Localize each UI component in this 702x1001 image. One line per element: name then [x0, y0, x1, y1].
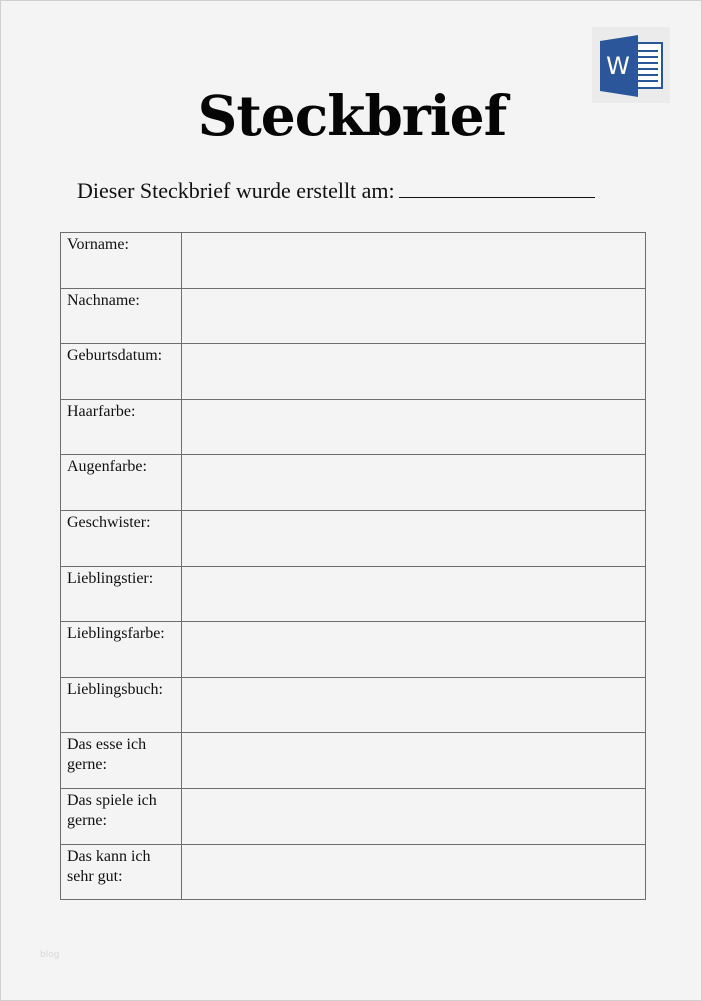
field-value-augenfarbe[interactable]: [182, 455, 646, 511]
table-row: [61, 677, 646, 733]
table-row: [61, 288, 646, 344]
table-row: [61, 510, 646, 566]
table-row: [61, 233, 646, 289]
creation-date-line: [77, 177, 595, 205]
field-value-lieblingsbuch[interactable]: [182, 677, 646, 733]
field-value-lieblingstier[interactable]: [182, 566, 646, 622]
field-label-das-esse-ich-gerne: Das esse ich gerne:: [61, 733, 182, 789]
field-label-geburtsdatum: Geburtsdatum:: [61, 344, 182, 400]
table-row: [61, 344, 646, 400]
field-value-das-kann-ich-sehr-gut[interactable]: [182, 844, 646, 900]
field-label-vorname: Vorname:: [61, 233, 182, 289]
table-row: [61, 455, 646, 511]
field-label-augenfarbe: Augenfarbe:: [61, 455, 182, 511]
watermark-text: blog: [40, 950, 60, 960]
field-label-das-kann-ich-sehr-gut: Das kann ich sehr gut:: [61, 844, 182, 900]
svg-text:W: W: [606, 52, 630, 80]
field-label-haarfarbe: Haarfarbe:: [61, 399, 182, 455]
field-label-lieblingsbuch: Lieblingsbuch:: [61, 677, 182, 733]
field-value-das-spiele-ich-gerne[interactable]: [182, 788, 646, 844]
page-title: Steckbrief: [197, 83, 507, 148]
field-label-nachname: Nachname:: [61, 288, 182, 344]
field-label-geschwister: Geschwister:: [61, 510, 182, 566]
table-row: [61, 399, 646, 455]
table-row: [61, 788, 646, 844]
field-value-das-esse-ich-gerne[interactable]: [182, 733, 646, 789]
field-label-lieblingstier: Lieblingstier:: [61, 566, 182, 622]
table-row: [61, 844, 646, 900]
table-row: [61, 622, 646, 678]
profile-table: [60, 232, 646, 900]
table-row: [61, 566, 646, 622]
field-value-haarfarbe[interactable]: [182, 399, 646, 455]
field-label-lieblingsfarbe: Lieblingsfarbe:: [61, 622, 182, 678]
field-value-lieblingsfarbe[interactable]: [182, 622, 646, 678]
table-row: [61, 733, 646, 789]
creation-date-label: Dieser Steckbrief wurde erstellt am:: [77, 178, 395, 203]
field-value-geschwister[interactable]: [182, 510, 646, 566]
field-value-vorname[interactable]: [182, 233, 646, 289]
field-label-das-spiele-ich-gerne: Das spiele ich gerne:: [61, 788, 182, 844]
field-value-geburtsdatum[interactable]: [182, 344, 646, 400]
creation-date-blank-field[interactable]: [399, 177, 595, 198]
field-value-nachname[interactable]: [182, 288, 646, 344]
